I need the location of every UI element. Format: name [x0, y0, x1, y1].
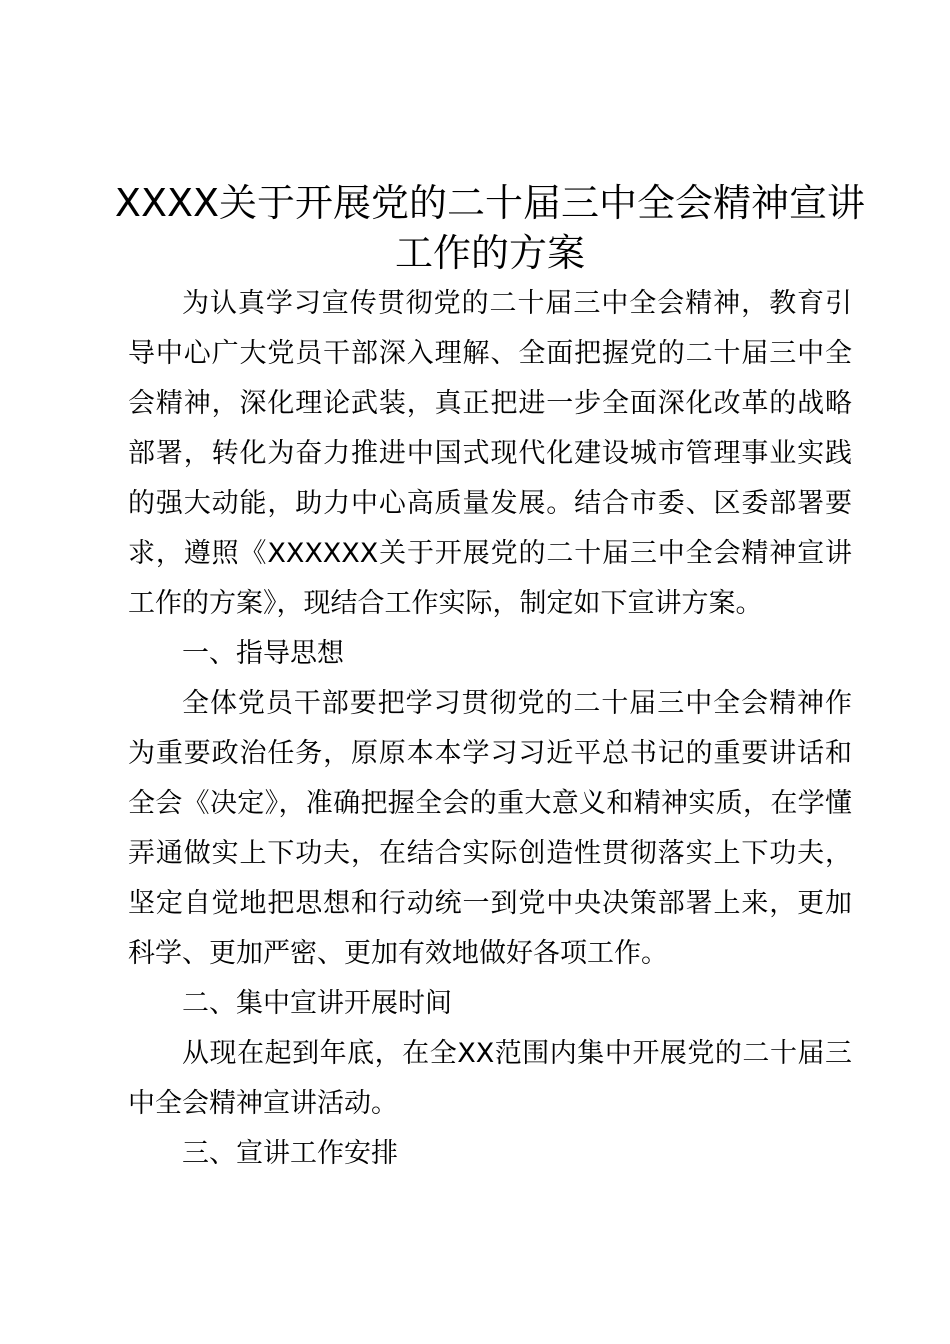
section-heading-time: 二、集中宣讲开展时间	[182, 988, 452, 1019]
time-paragraph: 从现在起到年底，在全XX范围内集中开展党的二十届三中全会精神宣讲活动。	[128, 1038, 852, 1119]
section-heading-arrangement: 三、宣讲工作安排	[182, 1138, 398, 1169]
section-heading-guiding-ideology: 一、指导思想	[182, 638, 344, 669]
guiding-ideology-paragraph: 全体党员干部要把学习贯彻党的二十届三中全会精神作为重要政治任务，原原本本学习习近平总书记的重要讲话和全会《决定》，准确把握全会的重大意义和精神实质，在学懂弄通做实上下功夫，在结合实际创造性贯彻落实上下功夫，坚定自觉地把思想和行动统一到党中央决策部署上来，更加科学、更加严密、更加有效地做好各项工作。	[128, 688, 852, 969]
intro-paragraph: 为认真学习宣传贯彻党的二十届三中全会精神，教育引导中心广大党员干部深入理解、全面把握党的二十届三中全会精神，深化理论武装，真正把进一步全面深化改革的战略部署，转化为奋力推进中国式现代化建设城市管理事业实践的强大动能，助力中心高质量发展。结合市委、区委部署要求，遵照《XXXXXX关于开展党的二十届三中全会精神宣讲工作的方案》，现结合工作实际，制定如下宣讲方案。	[128, 288, 852, 619]
document-title: XXXX关于开展党的二十届三中全会精神宣讲工作的方案	[114, 181, 866, 275]
document-body	[128, 279, 852, 1179]
